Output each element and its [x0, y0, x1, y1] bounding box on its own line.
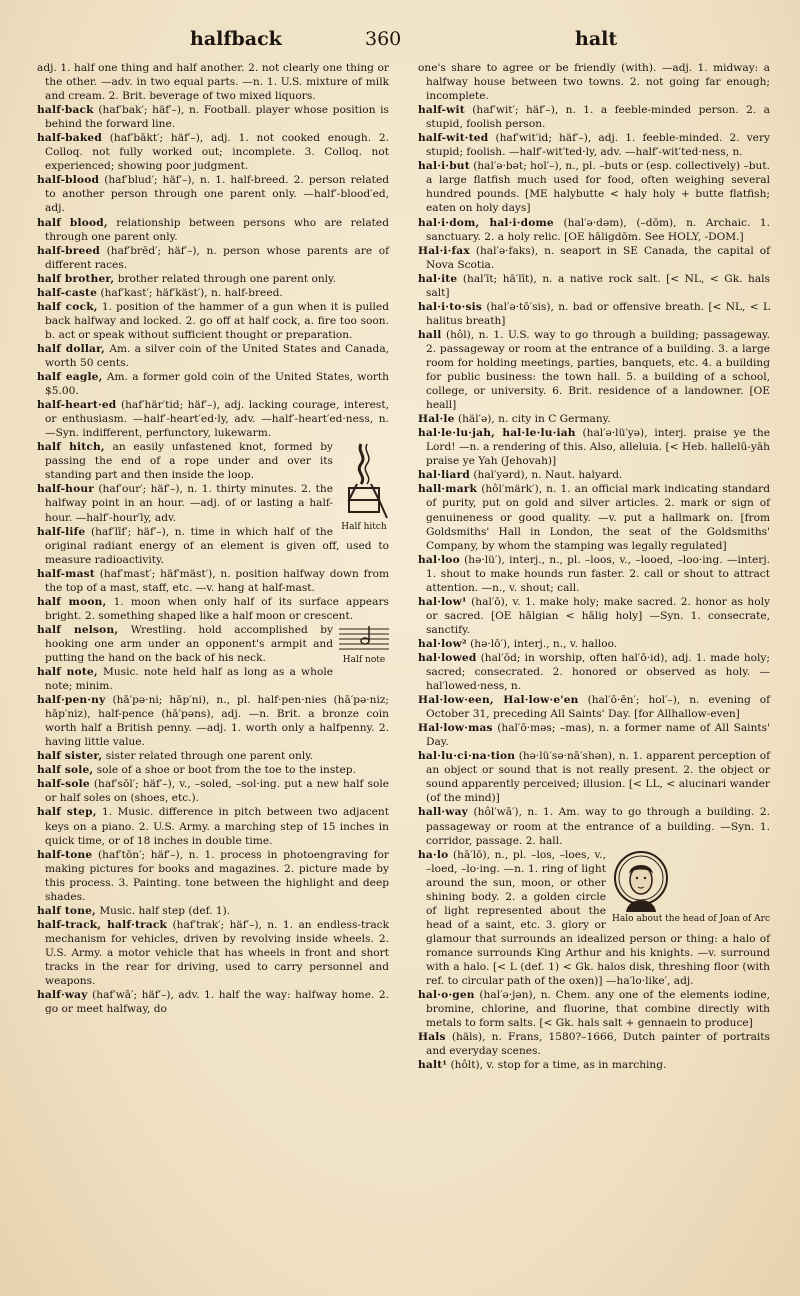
entry-text: Am. a former gold coin of the United States, worth $5.00.	[45, 371, 389, 398]
entry-text: (hə·lü′sə·nā′shən), n. 1. apparent perception of an object or sound that is not really present. 2. the object or sound apparently perceived; illusion. [< LL, < alucinari wander (of the mind)]	[426, 750, 770, 805]
headword: Hal·le	[418, 413, 455, 426]
dictionary-entry	[418, 482, 770, 552]
headword: half tone,	[37, 904, 96, 917]
headword: half-sole	[37, 778, 90, 791]
entry-text: (haf′sōl′; häf′–), v., –soled, –sol·ing. put a new half sole or half soles on (shoes, etc.).	[45, 778, 389, 805]
entry-text: (hal′ōd; in worship, often hal′ō·id), adj. 1. made holy; sacred; consecrated. 2. honored or observed as holy. —hal′lowed·ness, n.	[426, 651, 770, 693]
entry-text: (hôl′märk′), n. 1. an official mark indicating standard of purity, put on gold and silver articles. 2. mark or sign of genuineness or good quality. —v. put a hallmark on. [from Goldsmiths' Hall in London, the seat of the Goldsmiths' Company, by whom the stamping was legally regulated]	[426, 483, 770, 552]
headword: hal·lu·ci·na·tion	[418, 750, 516, 763]
entry-text: (hal′ə·dəm), (–dōm), n. Archaic. 1. sanctuary. 2. a holy relic. [OE hāligdōm. See HOLY, -DOM.]	[426, 216, 771, 243]
entry-text: (haf′här′tid; häf′–), adj. lacking courage, interest, or enthusiasm. —half′-heart′ed·ly, adv. —half′-heart′ed·ness, n. —Syn. indifferent, perfunctory, lukewarm.	[45, 399, 389, 440]
headword: half nelson,	[37, 623, 119, 636]
headword: hal·lowed	[418, 651, 477, 664]
dictionary-entry	[418, 328, 770, 412]
halo-figure	[612, 850, 770, 924]
dictionary-entry	[418, 553, 770, 595]
entry-text: sole of a shoe or boot from the toe to the instep.	[96, 764, 356, 777]
headword: Hal·low·mas	[418, 722, 493, 735]
dictionary-entry	[37, 623, 389, 665]
headword: half-tone	[37, 848, 93, 861]
half-note-caption: Half note	[342, 654, 386, 665]
dictionary-entry	[37, 131, 389, 173]
headword: half-heart·ed	[37, 399, 117, 412]
dictionary-entry	[37, 300, 389, 342]
dictionary-entry	[37, 904, 389, 918]
dictionary-entry	[37, 918, 389, 988]
dictionary-entry	[37, 567, 389, 595]
headword: half cock,	[37, 300, 98, 313]
half-hitch-knot-illustration	[339, 442, 389, 522]
half-hitch-figure	[339, 442, 389, 532]
dictionary-entry	[37, 440, 389, 482]
dictionary-entry	[37, 272, 389, 286]
dictionary-entry	[37, 370, 389, 398]
headword: half dollar,	[37, 342, 106, 355]
headword: half·back	[37, 104, 94, 117]
dictionary-entry	[37, 805, 389, 847]
dictionary-entry	[418, 131, 770, 159]
headword: half note,	[37, 666, 98, 679]
entry-text: (haf′mast′; häf′mäst′), n. position halfway down from the top of a mast, staff, etc. —v. hang at half-mast.	[45, 567, 389, 594]
entry-text: (haf′bak′; häf′–), n. Football. player whose position is behind the forward line.	[45, 104, 389, 131]
entry-text: sister related through one parent only.	[105, 750, 314, 763]
dictionary-entry	[37, 595, 389, 623]
headword: half·pen·ny	[37, 694, 106, 707]
headword: hal·i·to·sis	[418, 300, 482, 313]
entry-text: (haf′bākt′; häf′–), adj. 1. not cooked enough. 2. Colloq. not fully worked out; incomplete. 3. Colloq. not experienced; showing poor judgment.	[45, 132, 389, 173]
headword: hal·low²	[418, 637, 467, 650]
dictionary-entry	[37, 482, 389, 524]
dictionary-entry	[418, 468, 770, 482]
dictionary-entry	[37, 693, 389, 749]
headword: hal·i·but	[418, 160, 470, 173]
headword: halt¹	[418, 1059, 448, 1072]
entry-text: (häls), n. Frans, 1580?–1666, Dutch painter of portraits and everyday scenes.	[426, 1031, 770, 1058]
dictionary-entry	[418, 300, 770, 328]
dictionary-entry	[418, 272, 770, 300]
headword: Hal·i·fax	[418, 244, 470, 257]
dictionary-entry	[37, 525, 389, 567]
headword: half-caste	[37, 286, 98, 299]
headword: half step,	[37, 806, 97, 819]
entry-text: (haf′līf′; häf′–), n. time in which half of the original radiant energy of an element is given off, used to measure radioactivity.	[45, 525, 389, 566]
headword: ha·lo	[418, 848, 449, 861]
dictionary-entry	[418, 1058, 770, 1072]
entry-text: (hôlt), v. stop for a time, as in marching.	[450, 1059, 667, 1072]
entry-text: relationship between persons who are related through one parent only.	[45, 216, 389, 243]
dictionary-entry	[418, 805, 770, 847]
dictionary-entry	[37, 848, 389, 904]
entry-text: (hā′lō), n., pl. –los, –loes, v., –loed, –lo·ing. —n. 1. ring of light around the sun, moon, or other shining body. 2. a golden circle of light represented about the head of a saint, etc. 3. glory or glamour that surrounds an idealized person or thing: a halo of romance surrounds King Arthur and his knights. —v. surround with a halo. [< L (def. 1) < Gk. halos disk, threshing floor (with ref. to circular path of the oxen)] —ha′lo·like′, adj.	[426, 848, 770, 988]
dictionary-entry	[418, 637, 770, 651]
entry-text: (hôl′wā′), n. 1. Am. way to go through a building. 2. passageway or room at the entrance of a building. —Syn. 1. corridor, passage. 2. hall.	[426, 806, 770, 847]
headword: hal·low¹	[418, 595, 467, 608]
entry-text: (hal′yərd), n. Naut. halyard.	[473, 469, 623, 482]
entry-text: (haf′tōn′; häf′–), n. 1. process in photoengraving for making pictures for books and magazines. 2. picture made by this process. 3. Painting. tone between the highlight and deep shades.	[45, 848, 389, 903]
entry-text: Am. a silver coin of the United States and Canada, worth 50 cents.	[45, 342, 390, 369]
headword: hal·i·dom, hal·i·dome	[418, 216, 554, 229]
dictionary-entry	[37, 749, 389, 763]
entry-text: (hal′īt; hā′līt), n. a native rock salt. [< NL, < Gk. hals salt]	[426, 272, 770, 299]
headword: half-mast	[37, 567, 95, 580]
dictionary-entry	[418, 61, 770, 103]
entry-text: 1. moon when only half of its surface appears bright. 2. something shaped like a half moon or crescent.	[45, 595, 389, 622]
entry-text: (hal′ō), v. 1. make holy; make sacred. 2. honor as holy or sacred. [OE hālgian < hālig holy] —Syn. 1. consecrate, sanctify.	[426, 595, 770, 636]
dictionary-entry	[418, 426, 770, 468]
headword: half·way	[37, 989, 88, 1002]
entry-text: one's share to agree or be friendly (with). —adj. 1. midway: a halfway house between two towns. 2. not going far enough; incomplete.	[418, 62, 770, 103]
entry-text: (hə·lü′), interj., n., pl. –loos, v., –looed, –loo·ing. —interj. 1. shout to make hounds run faster. 2. call or shout to attract attention. —n., v. shout; call.	[426, 553, 770, 594]
headword: half-breed	[37, 244, 101, 257]
dictionary-entry	[37, 244, 389, 272]
right-guide-word: halt	[575, 28, 618, 50]
dictionary-entry	[37, 61, 389, 103]
entry-text: (häl′ə), n. city in C Germany.	[457, 413, 611, 426]
entry-text: (hal′ō·məs; –mas), n. a former name of All Saints' Day.	[426, 722, 770, 749]
headword: half blood,	[37, 216, 108, 229]
entry-text: (hôl), n. 1. U.S. way to go through a building; passageway. 2. passageway or room at the entrance of a building. 3. a large room for holding meetings, parties, banquets, etc. 4. a building for public business: the town hall. 5. a building of a school, college, or university. 6. Brit. residence of a landowner. [OE heall]	[426, 328, 770, 412]
dictionary-entry	[418, 412, 770, 426]
entry-text: (haf′kast′; häf′käst′), n. half-breed.	[100, 286, 283, 299]
entry-text: (hə·lō′), interj., n., v. halloo.	[470, 637, 618, 650]
entry-text: adj. 1. half one thing and half another. 2. not clearly one thing or the other. —adv. in two equal parts. —n. 1. U.S. mixture of milk and cream. 2. Brit. beverage of two mixed liquors.	[37, 62, 389, 103]
entry-text: brother related through one parent only.	[117, 272, 336, 285]
headword: hall·way	[418, 806, 469, 819]
dictionary-entry	[418, 721, 770, 749]
left-column	[37, 61, 389, 1016]
headword: hal·o·gen	[418, 989, 475, 1002]
dictionary-entry	[418, 988, 770, 1030]
dictionary-entry	[418, 1030, 770, 1058]
entry-text: an easily unfastened knot, formed by passing the end of a rope under and over its standing part and then inside the loop.	[45, 441, 333, 482]
headword: half moon,	[37, 595, 107, 608]
headword: Hal·low·een, Hal·low·e'en	[418, 694, 579, 707]
half-note-illustration	[339, 625, 389, 655]
headword: half-wit	[418, 104, 465, 117]
right-column	[418, 61, 770, 1072]
dictionary-entry	[37, 216, 389, 244]
headword: half-wit·ted	[418, 132, 489, 145]
dictionary-entry	[37, 777, 389, 805]
entry-text: Music. note held half as long as a whole note; minim.	[45, 666, 333, 693]
headword: half eagle,	[37, 371, 103, 384]
headword: half-hour	[37, 483, 95, 496]
dictionary-entry	[37, 988, 389, 1016]
dictionary-entry	[418, 693, 770, 721]
entry-text: (hal′ō·ēn′; hol′–), n. evening of October 31, preceding All Saints' Day. [for Allhallow-even]	[426, 694, 771, 721]
dictionary-entry	[37, 103, 389, 131]
dictionary-entry	[37, 173, 389, 215]
entry-text: (haf′wit′id; häf′–), adj. 1. feeble-minded. 2. very stupid; foolish. —half′-wit′ted·ly, adv. —half′-wit′ted·ness, n.	[426, 132, 770, 159]
entry-text: (hal′ə·faks), n. seaport in SE Canada, the capital of Nova Scotia.	[426, 244, 770, 271]
entry-text: (haf′brēd′; häf′–), n. person whose parents are of different races.	[45, 244, 389, 271]
entry-text: (hal′ə·bət; hol′–), n., pl. –buts or (esp. collectively) –but. a large flatfish much used for food, often weighing several hundred pounds. [ME halybutte < haly holy + butte flatfish; eaten on holy days]	[426, 160, 770, 215]
dictionary-entry	[418, 159, 770, 215]
entry-text: (hal′ə·lü′yə), interj. praise ye the Lord! —n. a rendering of this. Also, alleluia. [< Heb. hallelū-yāh praise ye Yah (Jehovah)]	[426, 427, 771, 468]
entry-text: (hal′ə·jən), n. Chem. any one of the elements iodine, bromine, chlorine, and fluorine, that combine directly with metals to form salts. [< Gk. hals salt + gennaein to produce]	[426, 989, 770, 1030]
dictionary-entry	[37, 665, 389, 693]
entry-text: 1. Music. difference in pitch between two adjacent keys on a piano. 2. U.S. Army. a marching step of 15 inches in quick time, or of 18 inches in double time.	[45, 806, 389, 847]
halo-joan-of-arc-illustration	[612, 850, 670, 914]
entry-text: Wrestling. hold accomplished by hooking one arm under an opponent's armpit and putting the hand on the back of his neck.	[45, 623, 334, 664]
dictionary-entry	[418, 244, 770, 272]
dictionary-entry	[37, 286, 389, 300]
headword: hal·loo	[418, 553, 460, 566]
page-number: 360	[365, 28, 402, 50]
half-hitch-caption: Half hitch	[341, 522, 387, 533]
page-header	[0, 28, 800, 56]
halo-caption: Halo about the head of Joan of Arc	[611, 913, 770, 924]
headword: hal·le·lu·jah, hal·le·lu·iah	[418, 427, 576, 440]
entry-text: (hā′pə·ni; hāp′ni), n., pl. half·pen·nies (hā′pə·niz; hāp′niz), half-pence (hā′pəns), adj. —n. Brit. a bronze coin worth half a British penny. —adj. 1. worth only a halfpenny. 2. having little value.	[45, 694, 389, 749]
entry-text: (haf′wā′; häf′–), adv. 1. half the way: halfway home. 2. go or meet halfway, do	[45, 989, 389, 1016]
entry-text: (haf′trak′; häf′–), n. 1. an endless-track mechanism for vehicles, driven by revolving inside wheels. 2. U.S. Army. a motor vehicle that has wheels in front and short tracks in the rear for driving, used to carry personnel and weapons.	[45, 918, 389, 988]
dictionary-entry	[37, 398, 389, 440]
dictionary-entry	[418, 651, 770, 693]
dictionary-entry	[418, 216, 770, 244]
headword: half sister,	[37, 750, 103, 763]
entry-text: (haf′blud′; häf′–), n. 1. half-breed. 2. person related to another person through one parent only. —half′-blood′ed, adj.	[45, 174, 389, 215]
headword: half brother,	[37, 272, 115, 285]
headword: half sole,	[37, 764, 94, 777]
headword: Hals	[418, 1031, 446, 1044]
entry-text: (haf′our′; häf′–), n. 1. thirty minutes. 2. the halfway point in an hour. —adj. of or lasting a half-hour. —half′-hour′ly, adv.	[45, 483, 333, 524]
dictionary-entry	[418, 595, 770, 637]
entry-text: 1. position of the hammer of a gun when it is pulled back halfway and locked. 2. go off at half cock, a. fire too soon. b. act or speak without sufficient thought or preparation.	[45, 300, 389, 341]
headword: hall·mark	[418, 483, 478, 496]
dictionary-entry	[37, 342, 389, 370]
headword: hal·liard	[418, 469, 470, 482]
headword: half-life	[37, 525, 86, 538]
headword: half-track, half·track	[37, 918, 168, 931]
dictionary-entry	[37, 763, 389, 777]
headword: hal·ite	[418, 272, 458, 285]
half-note-figure	[339, 625, 389, 665]
headword: half-baked	[37, 132, 102, 145]
dictionary-entry	[418, 749, 770, 805]
headword: half-blood	[37, 174, 100, 187]
entry-text: (haf′wit′; häf′–), n. 1. a feeble-minded person. 2. a stupid, foolish person.	[426, 104, 770, 131]
entry-text: Music. half step (def. 1).	[99, 904, 231, 917]
headword: hall	[418, 328, 442, 341]
headword: half hitch,	[37, 441, 105, 454]
dictionary-entry	[418, 103, 770, 131]
entry-text: (hal′ə·tō′sis), n. bad or offensive breath. [< NL, < L halitus breath]	[426, 300, 770, 327]
left-guide-word: halfback	[190, 28, 282, 50]
